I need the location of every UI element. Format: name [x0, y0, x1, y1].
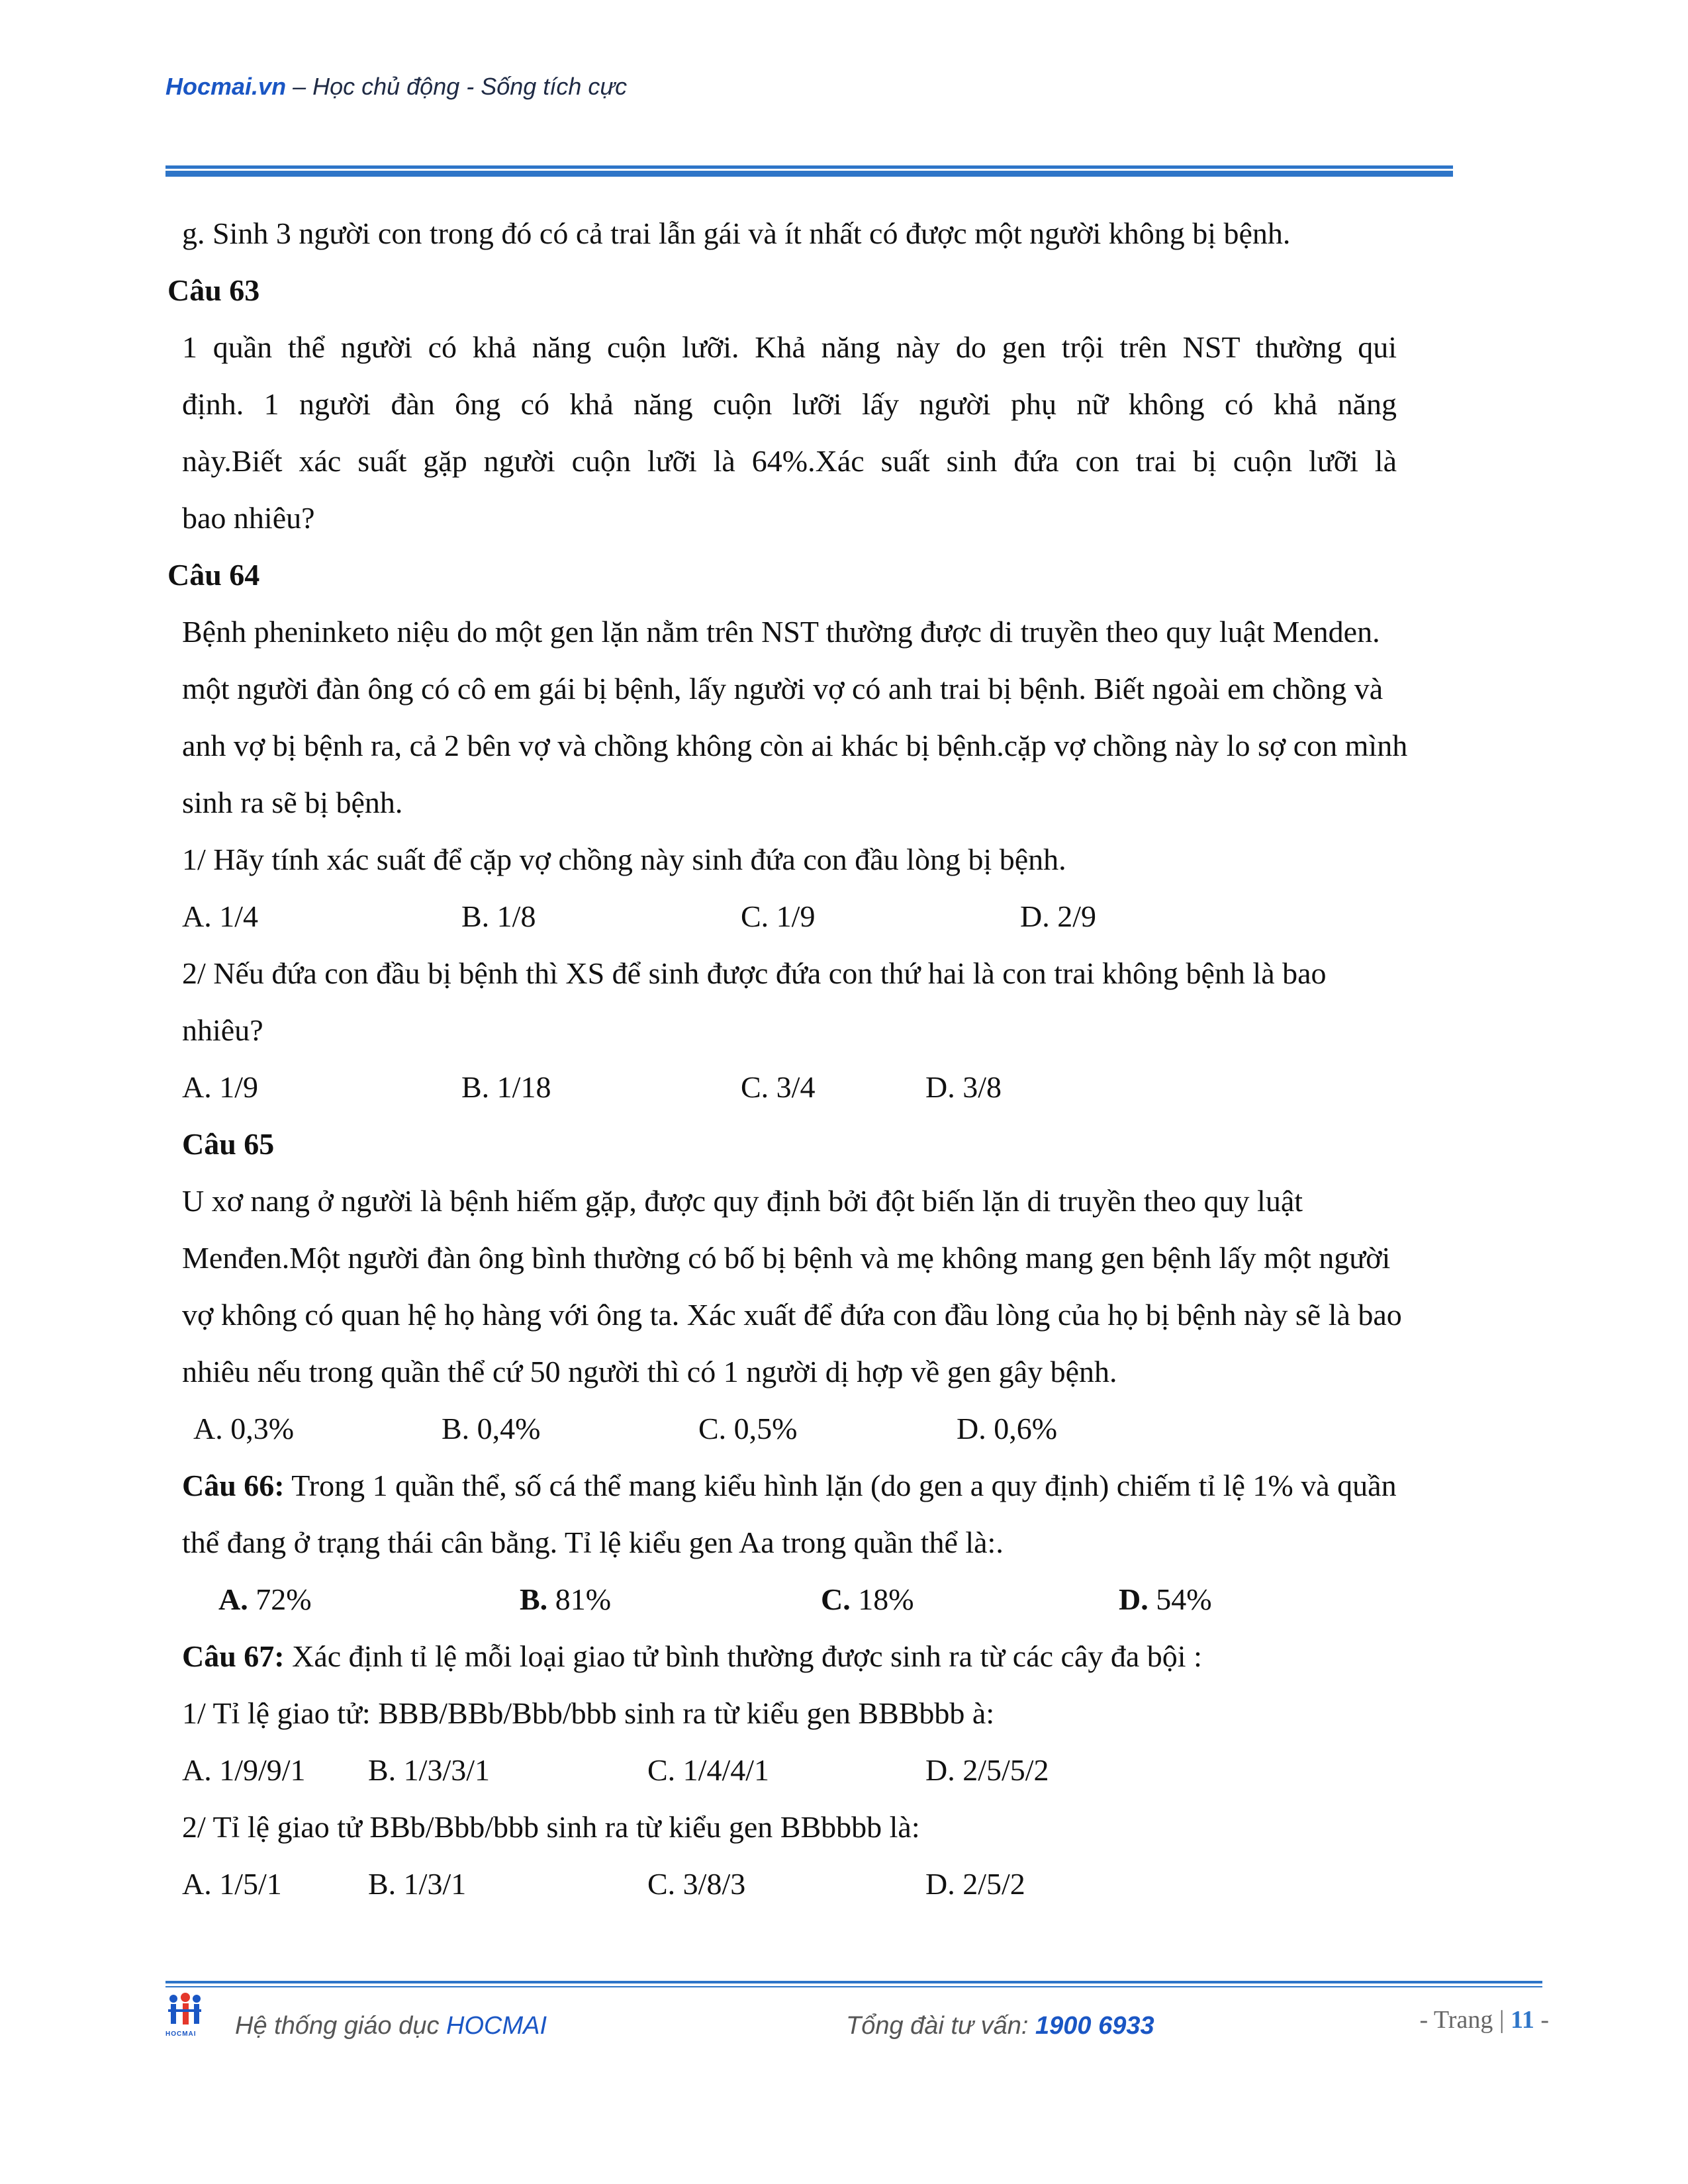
- question-63-line-3: này.Biết xác suất gặp người cuộn lưỡi là 64%.Xác suất sinh đứa con trai bị cuộn lưỡi là: [182, 444, 1397, 478]
- question-64-sub-1-option-a[interactable]: A. 1/4: [182, 899, 258, 933]
- question-65-option-c[interactable]: C. 0,5%: [698, 1412, 798, 1445]
- footer-system-prefix: Hệ thống giáo dục: [235, 2012, 447, 2040]
- question-62-part-g: g. Sinh 3 người con trong đó có cả trai lẫn gái và ít nhất có được một người không bị bệnh.: [182, 216, 1291, 250]
- question-64-line-3: anh vợ bị bệnh ra, cả 2 bên vợ và chồng không còn ai khác bị bệnh.cặp vợ chồng này lo sợ con mình: [182, 729, 1408, 762]
- header-rule-thick: [165, 171, 1453, 177]
- question-64-sub-2-option-c[interactable]: C. 3/4: [741, 1070, 816, 1104]
- question-64-sub-2-line-2: nhiêu?: [182, 1013, 263, 1047]
- question-67-sub-1-option-d[interactable]: D. 2/5/5/2: [925, 1753, 1049, 1787]
- footer-system: [235, 2012, 547, 2040]
- question-64-sub-2-option-b[interactable]: B. 1/18: [461, 1070, 551, 1104]
- header-slogan: – Học chủ động - Sống tích cực: [286, 73, 628, 100]
- question-66-option-b[interactable]: [520, 1584, 611, 1615]
- question-66-option-c[interactable]: [821, 1584, 914, 1615]
- question-67-sub-1-option-a[interactable]: A. 1/9/9/1: [182, 1753, 306, 1787]
- question-66-line-1: [182, 1471, 1397, 1501]
- question-64-sub-1: 1/ Hãy tính xác suất để cặp vợ chồng này sinh đứa con đầu lòng bị bệnh.: [182, 842, 1066, 876]
- question-66-option-d[interactable]: [1119, 1584, 1212, 1615]
- footer-system-brand[interactable]: HOCMAI: [446, 2012, 547, 2040]
- option-letter: A.: [218, 1582, 248, 1616]
- footer-rule-thick: [165, 1981, 1542, 1983]
- question-65-line-2: Menđen.Một người đàn ông bình thường có bố bị bệnh và mẹ không mang gen bệnh lấy một người: [182, 1241, 1391, 1275]
- question-67-sub-1-option-b[interactable]: B. 1/3/3/1: [368, 1753, 491, 1787]
- question-66-option-a[interactable]: [218, 1584, 312, 1615]
- question-67-sub-2-option-b[interactable]: B. 1/3/1: [368, 1867, 467, 1901]
- footer-hotline-prefix: Tổng đài tư vấn:: [846, 2012, 1036, 2040]
- question-67-sub-2: 2/ Tỉ lệ giao tử BBb/Bbb/bbb sinh ra từ kiểu gen BBbbbb là:: [182, 1810, 920, 1844]
- footer-hotline-number[interactable]: 1900 6933: [1035, 2012, 1154, 2040]
- question-64-line-4: sinh ra sẽ bị bệnh.: [182, 786, 403, 819]
- page-number-prefix: - Trang |: [1419, 2006, 1511, 2034]
- question-64-sub-1-option-d[interactable]: D. 2/9: [1020, 899, 1096, 933]
- hocmai-logo-icon: [165, 1992, 204, 2033]
- question-65-option-a[interactable]: A. 0,3%: [193, 1412, 295, 1445]
- question-64-line-2: một người đàn ông có cô em gái bị bệnh, lấy người vợ có anh trai bị bệnh. Biết ngoài em chồng và: [182, 672, 1383, 705]
- question-63-line-4: bao nhiêu?: [182, 501, 315, 535]
- logo-text: HOCMAI: [165, 2030, 197, 2038]
- question-64-sub-1-option-c[interactable]: C. 1/9: [741, 899, 816, 933]
- question-67-text: Xác định tỉ lệ mỗi loại giao tử bình thường được sinh ra từ các cây đa bội :: [284, 1639, 1202, 1673]
- option-value: 81%: [547, 1582, 612, 1616]
- question-66-title: Câu 66:: [182, 1469, 285, 1502]
- question-67-sub-1-option-c[interactable]: C. 1/4/4/1: [647, 1753, 770, 1787]
- page-number-value: 11: [1510, 2006, 1534, 2034]
- question-67-sub-2-option-a[interactable]: A. 1/5/1: [182, 1867, 282, 1901]
- question-65-line-3: vợ không có quan hệ họ hàng với ông ta. Xác xuất để đứa con đầu lòng của họ bị bệnh này sẽ là bao: [182, 1298, 1402, 1332]
- question-65-line-4: nhiêu nếu trong quần thể cứ 50 người thì có 1 người dị hợp về gen gây bệnh.: [182, 1355, 1117, 1388]
- question-64-sub-2-option-a[interactable]: A. 1/9: [182, 1070, 258, 1104]
- question-67-title: Câu 67:: [182, 1639, 285, 1673]
- footer-hotline: [846, 2012, 1154, 2040]
- footer-rule-thin: [165, 1986, 1542, 1987]
- question-67-line-1: [182, 1641, 1202, 1672]
- question-64-sub-2-option-d[interactable]: D. 3/8: [925, 1070, 1002, 1104]
- page-header: [165, 73, 627, 101]
- question-65-option-b[interactable]: B. 0,4%: [442, 1412, 541, 1445]
- question-64-sub-2-line-1: 2/ Nếu đứa con đầu bị bệnh thì XS để sinh được đứa con thứ hai là con trai không bệnh là bao: [182, 956, 1327, 990]
- question-67-sub-1: 1/ Tỉ lệ giao tử: BBB/BBb/Bbb/bbb sinh ra từ kiểu gen BBBbbb à:: [182, 1696, 995, 1730]
- option-value: 18%: [850, 1582, 914, 1616]
- option-letter: C.: [821, 1582, 851, 1616]
- question-64-line-1: Bệnh pheninketo niệu do một gen lặn nằm trên NST thường được di truyền theo quy luật Menden.: [182, 615, 1380, 649]
- question-63-line-1: 1 quần thể người có khả năng cuộn lưỡi. Khả năng này do gen trội trên NST thường qui: [182, 330, 1397, 364]
- option-value: 54%: [1148, 1582, 1212, 1616]
- page-number-suffix: -: [1534, 2006, 1549, 2034]
- header-rule-thin: [165, 165, 1453, 169]
- question-65-title: Câu 65: [182, 1127, 275, 1161]
- question-66-line-2: thể đang ở trạng thái cân bằng. Tỉ lệ kiểu gen Aa trong quần thể là:.: [182, 1525, 1004, 1559]
- option-letter: D.: [1119, 1582, 1149, 1616]
- option-letter: B.: [520, 1582, 548, 1616]
- question-67-sub-2-option-d[interactable]: D. 2/5/2: [925, 1867, 1025, 1901]
- question-65-line-1: U xơ nang ở người là bệnh hiếm gặp, được quy định bởi đột biến lặn di truyền theo quy luật: [182, 1184, 1303, 1218]
- option-value: 72%: [248, 1582, 312, 1616]
- page-number: [1419, 2005, 1549, 2034]
- header-brand[interactable]: Hocmai.vn: [165, 73, 287, 100]
- question-66-text: Trong 1 quần thể, số cá thể mang kiểu hình lặn (do gen a quy định) chiếm tỉ lệ 1% và quần: [284, 1469, 1397, 1502]
- question-67-sub-2-option-c[interactable]: C. 3/8/3: [647, 1867, 746, 1901]
- question-64-sub-1-option-b[interactable]: B. 1/8: [461, 899, 536, 933]
- question-63-line-2: định. 1 người đàn ông có khả năng cuộn lưỡi lấy người phụ nữ không có khả năng: [182, 387, 1397, 421]
- question-64-title: Câu 64: [167, 558, 260, 592]
- question-65-option-d[interactable]: D. 0,6%: [957, 1412, 1058, 1445]
- question-63-title: Câu 63: [167, 273, 260, 307]
